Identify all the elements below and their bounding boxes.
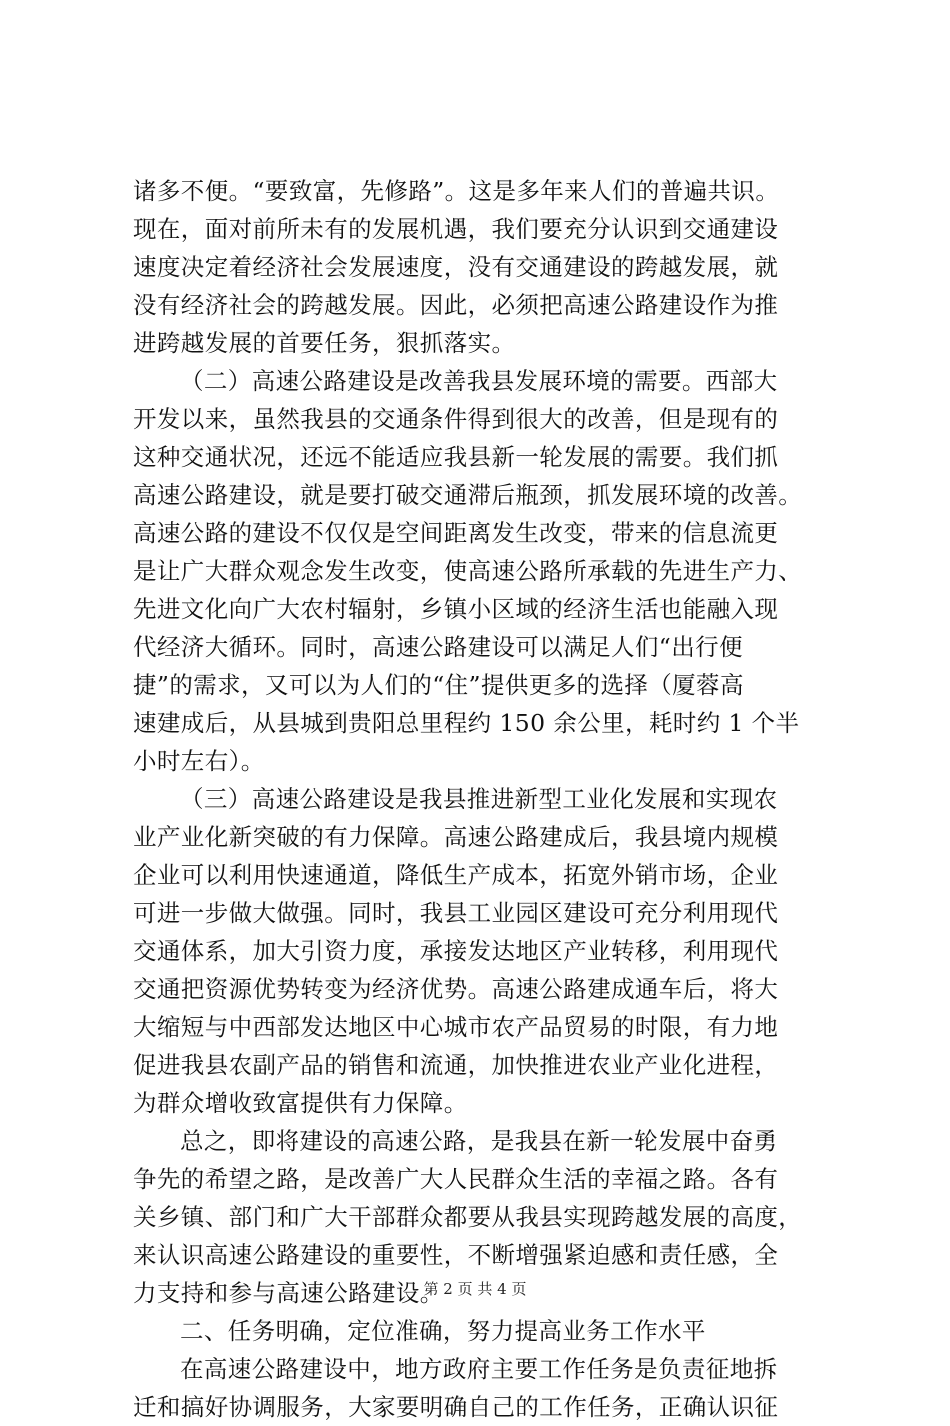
text-line: 为群众增收致富提供有力保障。 [133,1089,468,1117]
text-line: 关乡镇、部门和广大干部群众都要从我县实现跨越发展的高度， [133,1203,803,1231]
text-line: 捷”的需求，又可以为人们的“住”提供更多的选择（厦蓉高 [133,671,744,699]
text-line: 诸多不便。“要致富，先修路”。这是多年来人们的普遍共识。 [133,177,780,205]
text-line: 先进文化向广大农村辐射，乡镇小区域的经济生活也能融入现 [133,595,779,623]
paragraph-start-line: 总之，即将建设的高速公路，是我县在新一轮发展中奋勇 [180,1127,778,1155]
text-line: 这种交通状况，还远不能适应我县新一轮发展的需要。我们抓 [133,443,779,471]
text-line: 是让广大群众观念发生改变，使高速公路所承载的先进生产力、 [133,557,803,585]
text-line: 企业可以利用快速通道，降低生产成本，拓宽外销市场，企业 [133,861,779,889]
text-line: 力支持和参与高速公路建设。 [133,1279,444,1307]
text-line: 交通把资源优势转变为经济优势。高速公路建成通车后，将大 [133,975,779,1003]
paragraph-start-line: （三）高速公路建设是我县推进新型工业化发展和实现农 [180,785,778,813]
text-line: 促进我县农副产品的销售和流通，加快推进农业产业化进程， [133,1051,779,1079]
text-line: 争先的希望之路，是改善广大人民群众生活的幸福之路。各有 [133,1165,779,1193]
text-line: 速度决定着经济社会发展速度，没有交通建设的跨越发展，就 [133,253,779,281]
text-line: 小时左右）。 [133,747,265,775]
text-line: 可进一步做大做强。同时，我县工业园区建设可充分利用现代 [133,899,779,927]
text-line: 来认识高速公路建设的重要性，不断增强紧迫感和责任感，全 [133,1241,779,1269]
text-line: 交通体系，加大引资力度，承接发达地区产业转移，利用现代 [133,937,779,965]
text-line: 现在，面对前所未有的发展机遇，我们要充分认识到交通建设 [133,215,779,243]
text-line: 业产业化新突破的有力保障。高速公路建成后，我县境内规模 [133,823,779,851]
text-line: 迁和搞好协调服务，大家要明确自己的工作任务，正确认识征 [133,1393,779,1421]
text-line: 大缩短与中西部发达地区中心城市农产品贸易的时限，有力地 [133,1013,779,1041]
text-line: 速建成后，从县城到贵阳总里程约 150 余公里，耗时约 1 个半 [133,709,800,737]
page-number-footer: 第 2 页 共 4 页 [423,1280,527,1298]
text-line: 开发以来，虽然我县的交通条件得到很大的改善，但是现有的 [133,405,779,433]
section-heading: 二、任务明确，定位准确，努力提高业务工作水平 [180,1317,706,1345]
paragraph-start-line: 在高速公路建设中，地方政府主要工作任务是负责征地拆 [180,1355,778,1383]
text-line: 高速公路建设，就是要打破交通滞后瓶颈，抓发展环境的改善。 [133,481,803,509]
text-line: 代经济大循环。同时，高速公路建设可以满足人们“出行便 [133,633,743,661]
text-line: 没有经济社会的跨越发展。因此，必须把高速公路建设作为推 [133,291,779,319]
text-line: 进跨越发展的首要任务，狠抓落实。 [133,329,516,357]
text-line: 高速公路的建设不仅仅是空间距离发生改变，带来的信息流更 [133,519,779,547]
document-body [133,172,833,1426]
paragraph-start-line: （二）高速公路建设是改善我县发展环境的需要。西部大 [180,367,778,395]
